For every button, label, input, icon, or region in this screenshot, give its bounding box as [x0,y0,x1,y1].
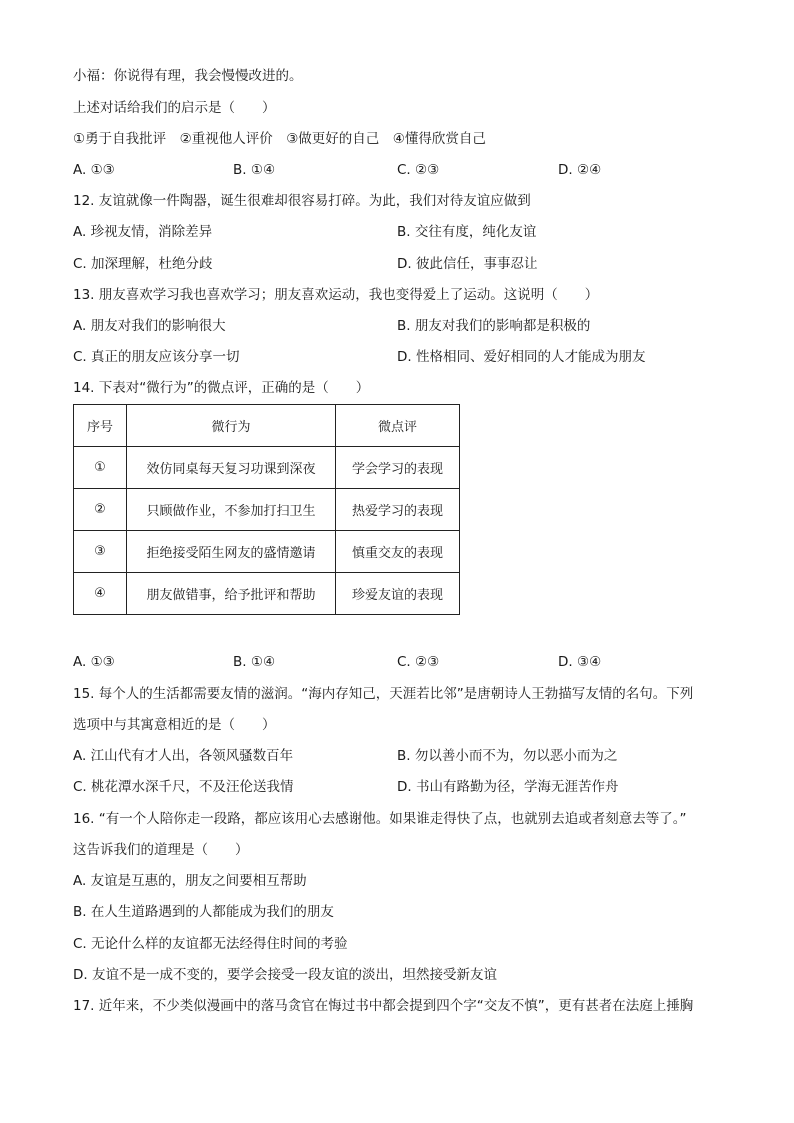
table-cell: 学会学习的表现 [336,447,460,489]
table-cell: 拒绝接受陌生网友的盛情邀请 [127,531,336,573]
q16-option-c: C. 无论什么样的友谊都无法经得住时间的考验 [73,936,348,952]
dialog-prompt: 上述对话给我们的启示是（ ） [73,100,276,116]
q12-option-c: C. 加深理解，杜绝分歧 [73,256,213,272]
q14-option-c: C. ②③ [397,654,440,670]
q13-option-a: A. 朋友对我们的影响很大 [73,318,226,334]
table-row [74,447,460,489]
q12-option-d: D. 彼此信任，事事忍让 [397,256,538,272]
q14-option-a: A. ①③ [73,654,115,670]
table-cell: 朋友做错事，给予批评和帮助 [127,573,336,615]
table-row [74,489,460,531]
table-cell: ③ [74,531,127,573]
dialog-option-d: D. ②④ [558,162,602,178]
table-cell: 热爱学习的表现 [336,489,460,531]
dialog-option-c: C. ②③ [397,162,440,178]
table-cell: ① [74,447,127,489]
dialog-statements: ①勇于自我批评 ②重视他人评价 ③做更好的自己 ④懂得欣赏自己 [73,131,486,147]
table-header-cell: 序号 [74,405,127,447]
q14-stem: 14. 下表对“微行为”的微点评，正确的是（ ） [73,380,370,396]
table-header-row [74,405,460,447]
table-header-cell: 微点评 [336,405,460,447]
q12-option-b: B. 交往有度，纯化友谊 [397,224,537,240]
q13-option-d: D. 性格相同、爱好相同的人才能成为朋友 [397,349,646,365]
table-row [74,531,460,573]
q16-stem-line1: 16. “有一个人陪你走一段路，都应该用心去感谢他。如果谁走得快了点，也就别去追或者刻意去等了。” [73,811,687,827]
table-header-cell: 微行为 [127,405,336,447]
q15-option-c: C. 桃花潭水深千尺，不及汪伦送我情 [73,779,294,795]
q15-option-b: B. 勿以善小而不为，勿以恶小而为之 [397,748,618,764]
q14-option-b: B. ①④ [233,654,276,670]
table-cell: 只顾做作业，不参加打扫卫生 [127,489,336,531]
q16-option-b: B. 在人生道路遇到的人都能成为我们的朋友 [73,904,334,920]
q15-option-a: A. 江山代有才人出，各领风骚数百年 [73,748,294,764]
q12-option-a: A. 珍视友情，消除差异 [73,224,213,240]
dialog-option-a: A. ①③ [73,162,115,178]
dialog-option-b: B. ①④ [233,162,276,178]
table-cell: 珍爱友谊的表现 [336,573,460,615]
q15-stem-line1: 15. 每个人的生活都需要友情的滋润。“海内存知己，天涯若比邻”是唐朝诗人王勃描写友情的名句。下列 [73,686,694,702]
q12-stem: 12. 友谊就像一件陶器，诞生很难却很容易打碎。为此，我们对待友谊应做到 [73,193,531,209]
q16-option-a: A. 友谊是互惠的，朋友之间要相互帮助 [73,873,307,889]
q13-option-c: C. 真正的朋友应该分享一切 [73,349,240,365]
q14-table [73,404,460,615]
q15-stem-line2: 选项中与其寓意相近的是（ ） [73,717,276,733]
table-cell: ② [74,489,127,531]
q13-stem: 13. 朋友喜欢学习我也喜欢学习；朋友喜欢运动，我也变得爱上了运动。这说明（ ） [73,287,599,303]
q13-option-b: B. 朋友对我们的影响都是积极的 [397,318,591,334]
table-cell: ④ [74,573,127,615]
dialog-reply: 小福：你说得有理，我会慢慢改进的。 [73,68,303,84]
q17-stem-line1: 17. 近年来，不少类似漫画中的落马贪官在悔过书中都会提到四个字“交友不慎”，更有甚者在法庭上捶胸 [73,998,694,1014]
table-cell: 效仿同桌每天复习功课到深夜 [127,447,336,489]
q14-option-d: D. ③④ [558,654,602,670]
table-row [74,573,460,615]
table-cell: 慎重交友的表现 [336,531,460,573]
q16-option-d: D. 友谊不是一成不变的，要学会接受一段友谊的淡出，坦然接受新友谊 [73,967,497,983]
q16-stem-line2: 这告诉我们的道理是（ ） [73,842,249,858]
q15-option-d: D. 书山有路勤为径，学海无涯苦作舟 [397,779,619,795]
